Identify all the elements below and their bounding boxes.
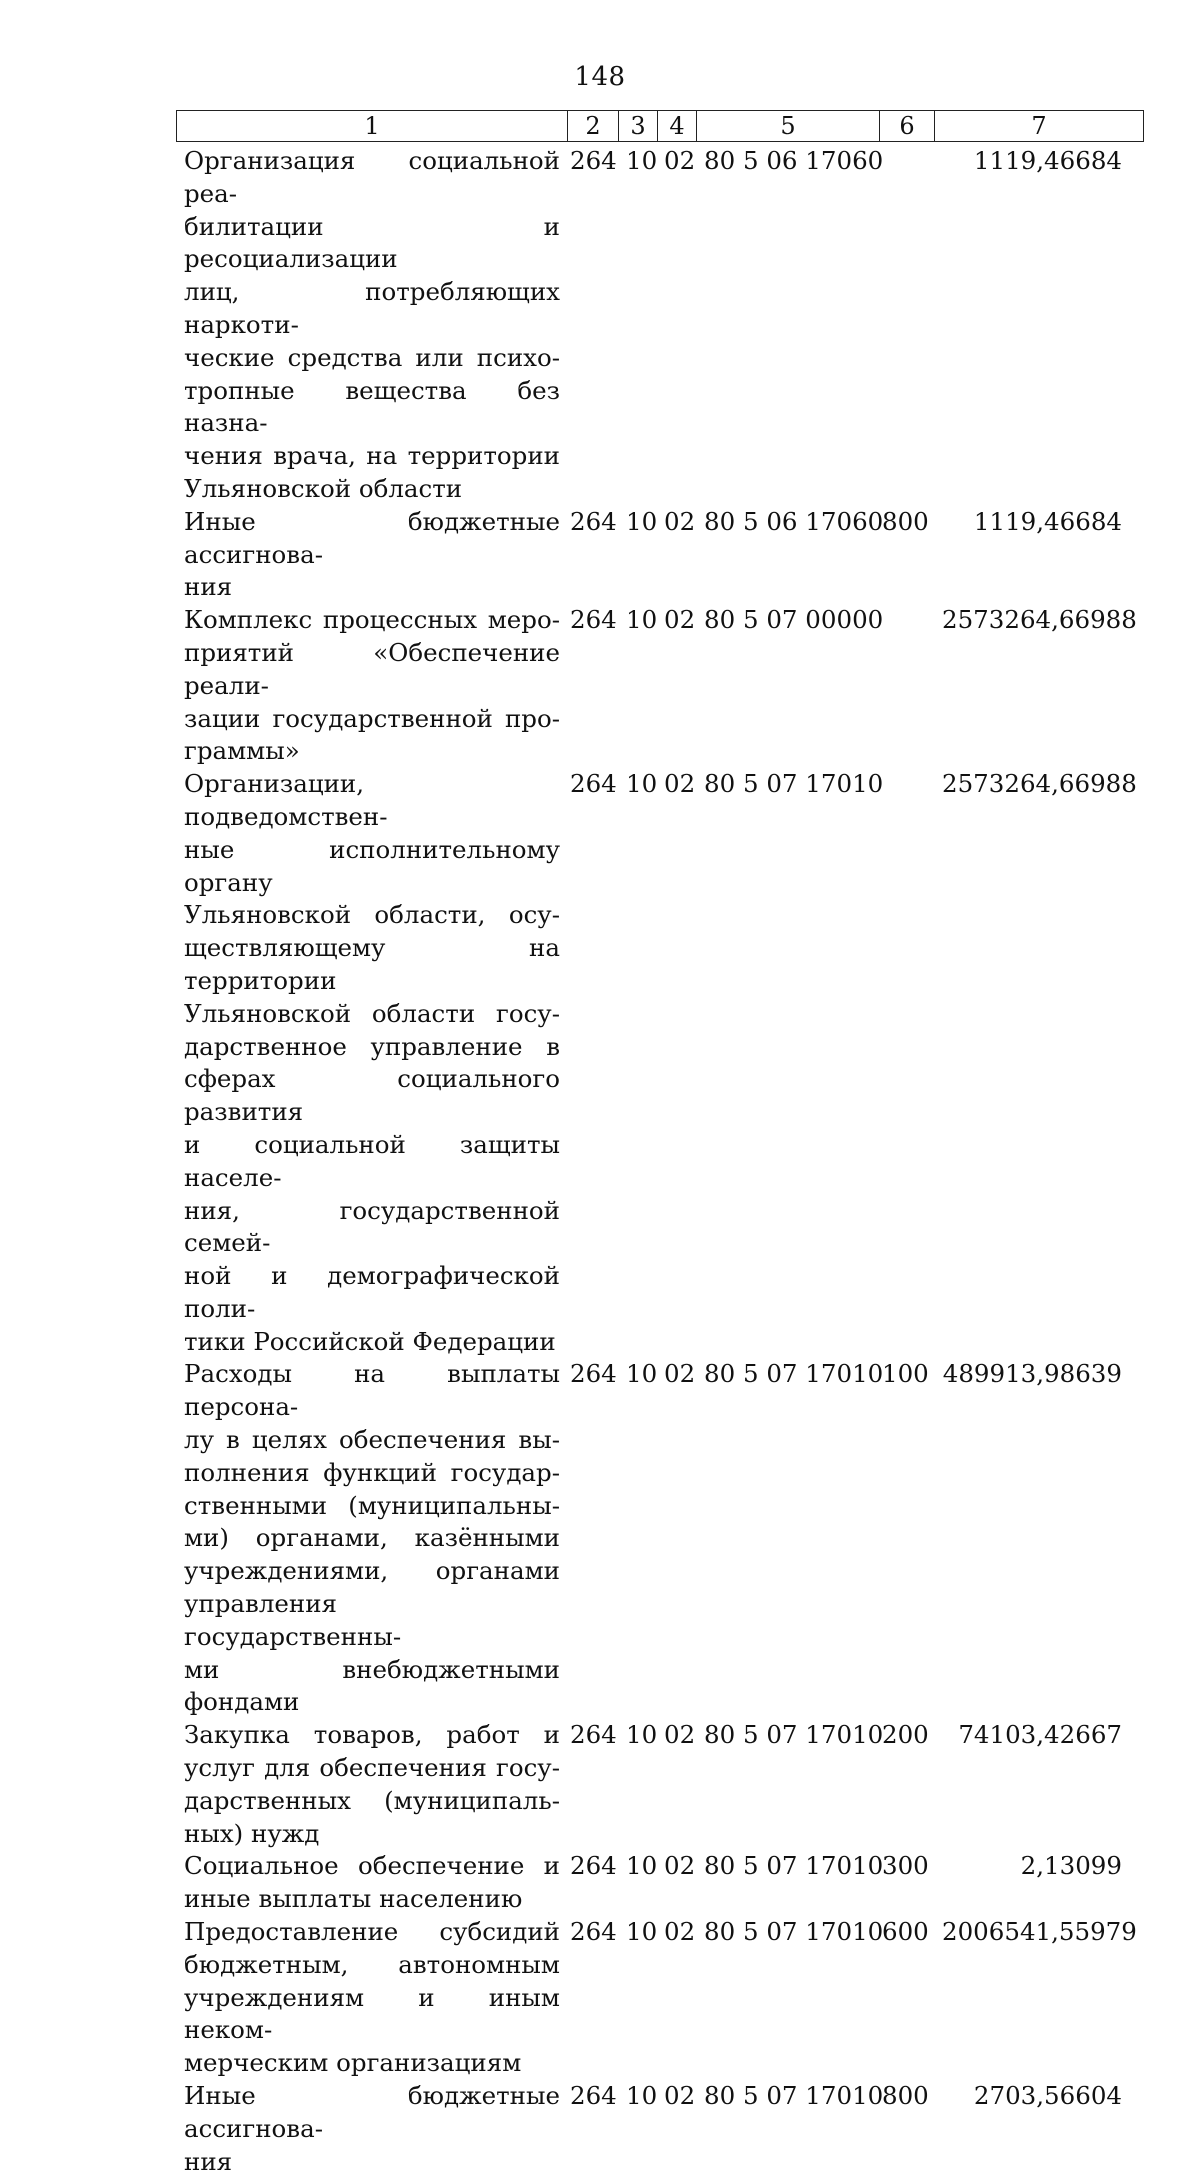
description-line: ния, государственной семей- <box>184 1195 560 1258</box>
description-line: бюджетным, автономным <box>184 1949 560 1979</box>
cell-column-3: 10 <box>626 1851 658 1881</box>
description-line: ществляющему на территории <box>184 933 560 995</box>
cell-column-4: 02 <box>664 1720 696 1750</box>
cell-column-4: 02 <box>664 605 696 635</box>
budget-table-body <box>184 145 1144 2178</box>
cell-column-2: 264 <box>570 605 617 635</box>
description-line: Иные бюджетные ассигнова- <box>184 2081 560 2143</box>
description-line: зации государственной про- <box>184 703 560 733</box>
description-line: учреждениями, органами <box>184 1556 560 1586</box>
cell-column-5: 80 5 06 17060 <box>704 506 884 536</box>
cell-column-4: 02 <box>664 1851 696 1881</box>
description-line: Ульяновской области <box>184 473 463 503</box>
cell-column-3: 10 <box>626 1720 658 1750</box>
cell-column-7: 1119,46684 <box>973 146 1122 175</box>
description-line: приятий «Обеспечение реали- <box>184 637 560 700</box>
cell-column-4: 02 <box>664 506 696 536</box>
description-line: тики Российской Федерации <box>184 1326 556 1356</box>
cell-column-6: 800 <box>882 506 929 536</box>
description-line: Закупка товаров, работ и <box>184 1720 560 1750</box>
cell-column-3: 10 <box>626 1359 658 1389</box>
cell-column-4: 02 <box>664 769 696 799</box>
cell-column-4: 02 <box>664 1359 696 1389</box>
cell-column-5: 80 5 07 17010 <box>704 2081 884 2111</box>
description-line: мерческим организациям <box>184 2048 522 2078</box>
column-header-5: 5 <box>697 111 880 142</box>
cell-column-7: 2573264,66988 <box>942 605 1137 635</box>
column-header-3: 3 <box>619 111 658 142</box>
cell-column-3: 10 <box>626 769 658 799</box>
description-line: услуг для обеспечения госу- <box>184 1753 560 1783</box>
table-row <box>184 506 1144 604</box>
description-line: Ульяновской области, осу- <box>184 900 560 930</box>
description-line: Ульяновской области госу- <box>184 998 560 1028</box>
row-description <box>184 1916 560 2080</box>
column-header-row <box>177 111 1144 142</box>
column-header-2: 2 <box>568 111 619 142</box>
cell-column-2: 264 <box>570 2081 617 2111</box>
row-description <box>184 1358 560 1719</box>
cell-column-4: 02 <box>664 146 696 175</box>
cell-column-4: 02 <box>664 1917 696 1947</box>
cell-column-6: 600 <box>882 1917 929 1947</box>
description-line: Расходы на выплаты персона- <box>184 1359 560 1422</box>
column-header-table <box>176 110 1144 142</box>
table-row <box>184 1719 1144 1850</box>
description-line: ния <box>184 2146 233 2176</box>
cell-column-2: 264 <box>570 506 617 536</box>
table-row <box>184 604 1144 768</box>
description-line: дарственное управление в <box>184 1031 560 1061</box>
table-row <box>184 1358 1144 1719</box>
description-line: учреждениям и иным неком- <box>184 1982 560 2045</box>
description-line: ми внебюджетными фондами <box>184 1654 560 1717</box>
description-line: лиц, потребляющих наркоти- <box>184 277 560 339</box>
column-header-6: 6 <box>880 111 935 142</box>
description-line: и социальной защиты населе- <box>184 1129 560 1192</box>
description-line: Иные бюджетные ассигнова- <box>184 506 560 569</box>
cell-column-5: 80 5 07 17010 <box>704 1720 884 1750</box>
column-header-4: 4 <box>658 111 697 142</box>
row-description <box>184 1850 560 1916</box>
description-line: иные выплаты населению <box>184 1884 523 1914</box>
cell-column-5: 80 5 07 17010 <box>704 1917 884 1947</box>
description-line: ческие средства или психо- <box>184 342 560 372</box>
cell-column-5: 80 5 07 17010 <box>704 1851 884 1881</box>
row-description <box>184 604 560 768</box>
cell-column-5: 80 5 07 17010 <box>704 769 884 799</box>
table-row <box>184 145 1144 506</box>
row-description <box>184 2080 560 2178</box>
row-description <box>184 768 560 1358</box>
cell-column-2: 264 <box>570 1359 617 1389</box>
description-line: Организации, подведомствен- <box>184 769 388 831</box>
description-line: ственными (муниципальны- <box>184 1490 560 1520</box>
table-row <box>184 768 1144 1358</box>
table-row <box>184 1850 1144 1916</box>
description-line: ми) органами, казёнными <box>184 1523 560 1553</box>
cell-column-2: 264 <box>570 146 617 175</box>
column-header-1: 1 <box>177 111 568 142</box>
description-line: полнения функций государ- <box>184 1457 560 1487</box>
cell-column-2: 264 <box>570 1917 617 1947</box>
cell-column-5: 80 5 06 17060 <box>704 146 884 175</box>
description-line: ные исполнительному органу <box>184 834 560 897</box>
description-line: лу в целях обеспечения вы- <box>184 1425 560 1455</box>
cell-column-5: 80 5 07 00000 <box>704 605 884 635</box>
cell-column-3: 10 <box>626 605 658 635</box>
cell-column-2: 264 <box>570 769 617 799</box>
description-line: сферах социального развития <box>184 1064 560 1127</box>
table-row <box>184 2080 1144 2178</box>
description-line: тропные вещества без назна- <box>184 375 560 438</box>
description-line: Предоставление субсидий <box>184 1917 560 1947</box>
row-description <box>184 145 560 506</box>
description-line: чения врача, на территории <box>184 441 560 471</box>
description-line: ной и демографической поли- <box>184 1261 560 1323</box>
cell-column-7: 489913,98639 <box>942 1359 1122 1389</box>
row-description <box>184 1719 560 1850</box>
column-header-7: 7 <box>935 111 1144 142</box>
cell-column-3: 10 <box>626 506 658 536</box>
description-line: дарственных (муниципаль- <box>184 1785 560 1815</box>
description-line: Социальное обеспечение и <box>184 1851 560 1881</box>
cell-column-7: 74103,42667 <box>958 1720 1122 1750</box>
description-line: Комплекс процессных меро- <box>184 605 560 635</box>
description-line: управления государственны- <box>184 1589 402 1651</box>
page-number: 148 <box>574 62 626 92</box>
table-row <box>184 1916 1144 2080</box>
cell-column-7: 2006541,55979 <box>942 1917 1137 1947</box>
cell-column-6: 200 <box>882 1720 929 1750</box>
cell-column-5: 80 5 07 17010 <box>704 1359 884 1389</box>
cell-column-7: 2703,56604 <box>973 2081 1122 2111</box>
description-line: билитации и ресоциализации <box>184 211 560 274</box>
row-description <box>184 506 560 604</box>
description-line: ния <box>184 572 233 602</box>
description-line: Организация социальной реа- <box>184 146 560 208</box>
cell-column-3: 10 <box>626 1917 658 1947</box>
cell-column-3: 10 <box>626 2081 658 2111</box>
cell-column-6: 300 <box>882 1851 929 1881</box>
cell-column-6: 800 <box>882 2081 929 2111</box>
description-line: граммы» <box>184 736 300 766</box>
cell-column-7: 2,13099 <box>1020 1851 1122 1881</box>
cell-column-2: 264 <box>570 1720 617 1750</box>
cell-column-3: 10 <box>626 146 658 175</box>
cell-column-2: 264 <box>570 1851 617 1881</box>
cell-column-7: 1119,46684 <box>973 506 1122 536</box>
cell-column-6: 100 <box>882 1359 929 1389</box>
cell-column-4: 02 <box>664 2081 696 2111</box>
description-line: ных) нужд <box>184 1818 320 1848</box>
cell-column-7: 2573264,66988 <box>942 769 1137 799</box>
